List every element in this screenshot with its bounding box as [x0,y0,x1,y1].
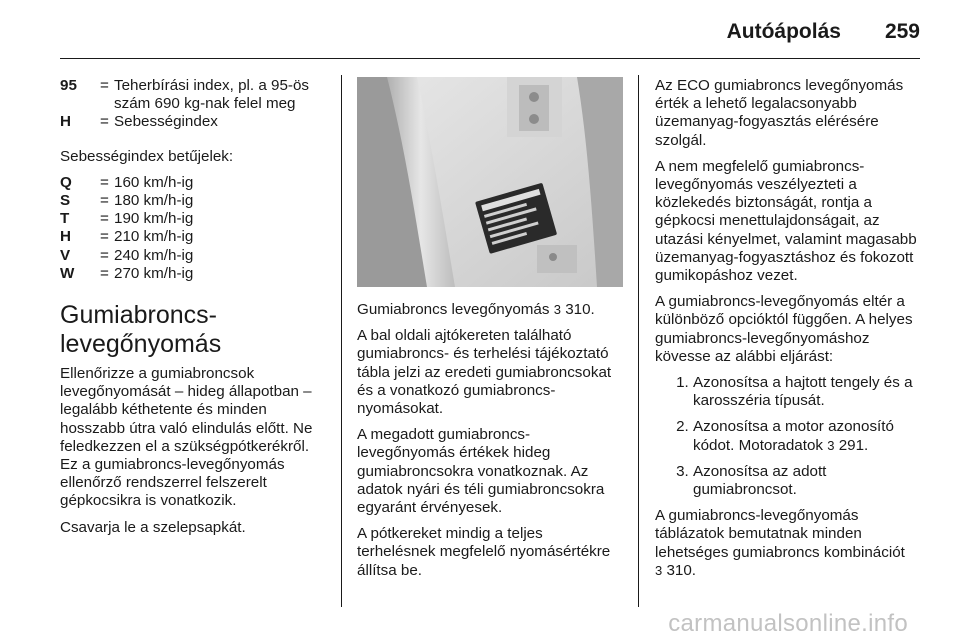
page-number: 259 [884,20,920,43]
cross-reference-arrow-icon: 3 [827,437,835,453]
speed-code-eq: = [100,192,109,210]
cross-reference-arrow-icon: 3 [655,562,663,578]
speed-code-text: 210 km/h-ig [114,228,194,246]
step-text: Azonosítsa a motor azonosító kódot. Motoradatok [693,418,894,454]
column-left [60,77,328,545]
speed-code-eq: = [100,173,109,191]
speed-code-key: Q [60,173,72,191]
body-paragraph: A megadott gumiabroncs-levegőnyomás értékek hideg gumiabroncsokra vonatkoznak. Az adatok nyári és téli gumiabroncsokra egyaránt érvényesek. [357,426,605,517]
body-paragraph [655,507,923,580]
column-middle [357,77,623,588]
header-rule [60,58,920,59]
door-frame-tyre-label-photo [357,77,623,287]
speed-code-key: W [60,264,75,282]
caption-text: Gumiabroncs levegőnyomás [357,301,550,318]
door-frame-illustration [357,77,623,287]
cross-reference-arrow-icon: 3 [553,302,561,317]
column-divider-right [638,75,639,607]
body-paragraph: Csavarja le a szelepsapkát. [60,518,246,536]
procedure-steps [655,374,923,499]
paragraph-text: A gumiabroncs-levegőnyomás táblázatok bemutatnak minden lehetséges gumiabroncs kombinációt [655,507,905,561]
def-key: 95 [60,77,77,94]
def-key: H [60,113,71,131]
speed-code-eq: = [100,228,109,246]
image-caption [357,301,623,319]
column-right [655,77,923,588]
body-paragraph: Az ECO gumiabroncs levegőnyomás érték a lehető legalacsonyabb üzemanyag-fogyasztás elérésére szolgál. [655,77,904,149]
speed-code-key: S [60,192,71,210]
site-watermark: carmanualsonline.info [668,610,908,637]
speed-code-eq: = [100,210,109,228]
page-header [727,20,920,50]
speed-code-text: 160 km/h-ig [114,173,194,191]
speed-code-key: V [60,246,71,264]
body-paragraph: A pótkereket mindig a teljes terhelésnek megfelelő nyomásértékre állítsa be. [357,525,611,579]
def-text: Sebességindex [114,113,218,131]
section-heading: Gumiabroncs-levegőnyomás [60,301,222,359]
body-paragraph: A gumiabroncs-levegőnyomás eltér a különböző opcióktól függően. A helyes gumiabroncs-levegőnyomáshoz kövesse az alábbi eljárást: [655,293,913,365]
step-text: Azonosítsa a hajtott tengely és a karosszéria típusát. [693,374,913,410]
paragraph-page-ref[interactable]: 310. [666,561,697,579]
procedure-step [693,418,923,454]
caption-page-ref[interactable]: 310. [565,301,595,318]
column-divider-left [341,75,342,607]
speed-index-intro: Sebességindex betűjelek: [60,147,234,165]
procedure-step [693,463,923,499]
body-paragraph: A bal oldali ajtókereten található gumiabroncs- és terhelési tájékoztató tábla jelzi az eredeti gumiabroncsokat és a vonatkozó gumiabroncs-nyomásokat. [357,327,612,418]
procedure-step [693,374,923,410]
step-text: Azonosítsa az adott gumiabroncsot. [693,462,827,499]
speed-code-text: 190 km/h-ig [114,210,194,228]
speed-code-text: 180 km/h-ig [114,192,194,210]
index-definition-list [60,77,328,132]
speed-code-key: H [60,228,71,246]
body-paragraph: Ellenőrizze a gumiabroncsok levegőnyomását – hideg állapotban – legalább kéthetente és minden hosszabb útra való elindulás előtt. Ne feledkezzen el a szükségpótkerékről. Ez a gumiabroncs-levegőnyomás ellenőrző rendszerrel felszerelt gépkocsikra is vonatkozik. [60,365,313,510]
body-paragraph: A nem megfelelő gumiabroncs-levegőnyomás veszélyezteti a közlekedés biztonságát, rontja a gépkocsi menettulajdonságait, az utazási kényelmet, valamint magasabb üzemanyag-fogyasztáshoz és fokozott gumikopáshoz vezet. [655,157,917,285]
def-text: Teherbírási index, pl. a 95-ös szám 690 kg-nak felel meg [114,77,310,113]
speed-code-text: 270 km/h-ig [114,264,194,282]
speed-code-eq: = [100,264,109,282]
speed-code-list [60,174,328,283]
speed-code-key: T [60,210,70,228]
speed-code-text: 240 km/h-ig [114,246,194,264]
chapter-title: Autóápolás [726,20,841,43]
speed-code-eq: = [100,246,109,264]
def-eq: = [100,77,109,94]
step-page-ref[interactable]: 291. [838,436,869,454]
def-eq: = [100,113,109,131]
